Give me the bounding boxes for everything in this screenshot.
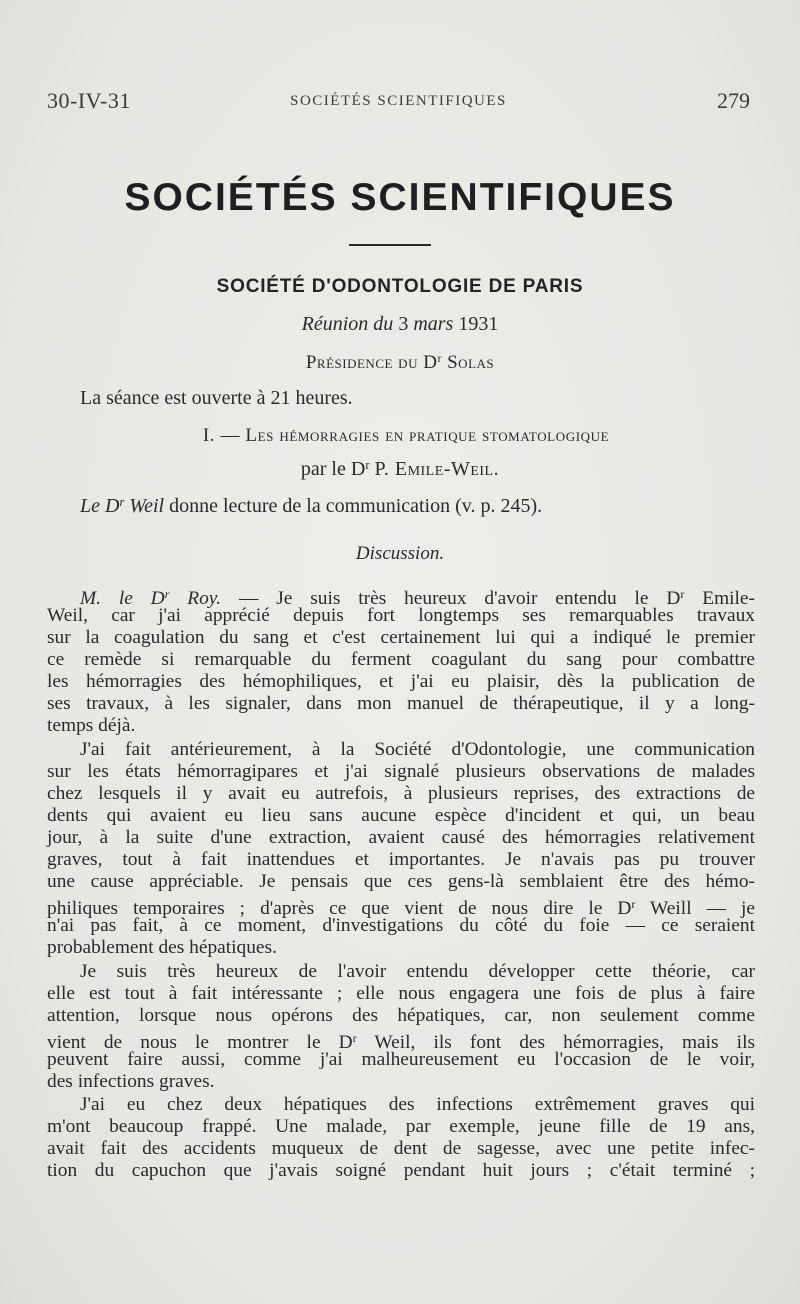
- item-heading: [0, 425, 800, 447]
- text-line: ce remède si remarquable du ferment coagulant du sang pour combattre: [47, 649, 755, 670]
- page-title: SOCIÉTÉS SCIENTIFIQUES: [124, 176, 676, 219]
- text-line: elle est tout à fait intéressante ; elle nous engagera une fois de plus à faire: [47, 983, 755, 1004]
- reading-speaker-name: Weil: [129, 495, 165, 518]
- meeting-day: 3: [398, 313, 409, 335]
- page-number: 279: [717, 88, 750, 113]
- text-line: probablement des hépatiques.: [47, 937, 277, 958]
- reading-text: donne lecture de la communication (v. p. 245).: [169, 495, 543, 518]
- text-line: m'ont beaucoup frappé. Une malade, par exemple, jeune fille de 19 ans,: [47, 1116, 755, 1137]
- reading-sup: r: [119, 495, 125, 509]
- text-line: [80, 583, 755, 609]
- text-line: Weil, car j'ai apprécié depuis fort longtemps ses remarquables travaux: [47, 605, 755, 626]
- line-text: vient de nous le montrer le D: [47, 1032, 353, 1053]
- meeting-month: mars: [413, 313, 454, 335]
- text-line: tion du capuchon que j'avais soigné pendant huit jours ; c'était terminé ;: [47, 1160, 755, 1181]
- running-head: [47, 88, 750, 118]
- meeting-prefix: Réunion du: [301, 313, 394, 335]
- text-line: J'ai eu chez deux hépatiques des infections extrêmement graves qui: [80, 1094, 755, 1115]
- line-text: Weil, ils font des hémorragies, mais ils: [356, 1032, 755, 1053]
- author-name: P. Emile-Weil.: [374, 458, 500, 481]
- author-line: [0, 458, 800, 481]
- meeting-year: 1931: [458, 313, 499, 335]
- text-line: ses travaux, à les signaler, dans mon manuel de thérapeutique, il y a long-: [47, 693, 755, 714]
- text-line: graves, tout à fait inattendues et importantes. Je n'avais pas pu trouver: [47, 849, 755, 870]
- line-text: Weill — je: [635, 898, 755, 919]
- item-title-text: Les hémorragies en pratique stomatologique: [245, 425, 610, 446]
- superscript: r: [631, 897, 636, 911]
- discussion-heading: Discussion.: [355, 543, 445, 564]
- opening-line: La séance est ouverte à 21 heures.: [80, 387, 353, 409]
- title-divider: [349, 244, 431, 246]
- society-heading: SOCIÉTÉ D'ODONTOLOGIE DE PARIS: [216, 276, 584, 297]
- speaker-label: M. le D: [80, 588, 165, 609]
- text-line: temps déjà.: [47, 715, 136, 736]
- line-text: philiques temporaires ; d'après ce que vient de nous dire le D: [47, 898, 632, 919]
- text-line: les hémorragies des hémophiliques, et j'ai eu plaisir, dès la publication de: [47, 671, 755, 692]
- text-line: [47, 893, 755, 919]
- text-line: une cause appréciable. Je pensais que ces gens-là semblaient être des hémo-: [47, 871, 755, 892]
- text-line: attention, lorsque nous opérons des hépatiques, car, non seulement comme: [47, 1005, 755, 1026]
- text-line: Je suis très heureux de l'avoir entendu développer cette théorie, car: [80, 961, 755, 982]
- author-prefix: par le D: [300, 458, 366, 481]
- text-line: peuvent faire aussi, comme j'ai malheureusement eu l'occasion de le voir,: [47, 1049, 755, 1070]
- text-line: chez lesquels il y avait eu autrefois, à plusieurs reprises, des extractions de: [47, 783, 755, 804]
- presidence-line: [0, 352, 800, 374]
- reading-speaker: Le D: [80, 495, 120, 518]
- text-line: dents qui avaient eu lieu sans aucune espèce d'incident et qui, un beau: [47, 805, 755, 826]
- line-text: — Je suis très heureux d'avoir entendu le D: [221, 588, 681, 609]
- presidence-sup: r: [437, 352, 442, 366]
- text-line: n'ai pas fait, à ce moment, d'investigations du côté du foie — ce seraient: [47, 915, 755, 936]
- text-line: avait fait des accidents muqueux de dent de sagesse, avec une petite infec-: [47, 1138, 755, 1159]
- author-sup: r: [365, 458, 370, 472]
- superscript: r: [352, 1031, 357, 1045]
- line-text: Emile-: [684, 588, 755, 609]
- text-line: [47, 1027, 755, 1053]
- text-line: sur les états hémorragipares et j'ai signalé plusieurs observations de malades: [47, 761, 755, 782]
- running-head-date: 30-IV-31: [47, 88, 131, 113]
- item-number: I. —: [202, 425, 241, 446]
- presidence-text: Présidence du D: [305, 352, 438, 373]
- speaker-name: Roy.: [187, 588, 222, 609]
- text-line: jour, à la suite d'une extraction, avaient causé des hémorragies relativement: [47, 827, 755, 848]
- meeting-date: [0, 313, 800, 336]
- text-line: sur la coagulation du sang et c'est certainement lui qui a indiqué le premier: [47, 627, 755, 648]
- superscript: r: [680, 587, 685, 601]
- superscript: r: [164, 587, 170, 601]
- reading-line: [80, 495, 542, 518]
- text-line: des infections graves.: [47, 1071, 215, 1092]
- running-head-section: SOCIÉTÉS SCIENTIFIQUES: [290, 93, 507, 109]
- presidence-name: Solas: [447, 352, 495, 373]
- text-line: J'ai fait antérieurement, à la Société d'Odontologie, une communication: [80, 739, 755, 760]
